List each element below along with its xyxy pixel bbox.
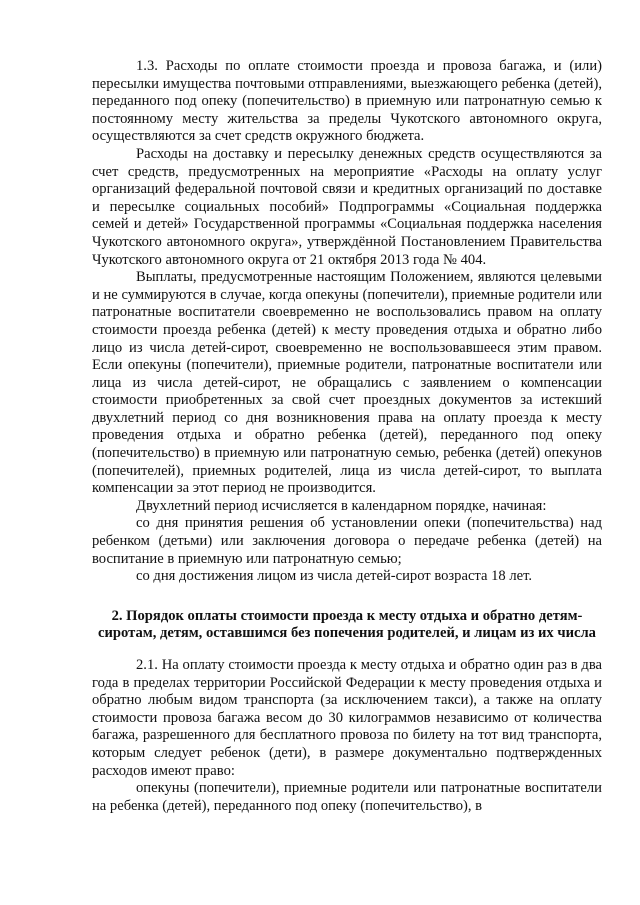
section-2-heading: 2. Порядок оплаты стоимости проезда к месту отдыха и обратно детям-сиротам, детям, оставшимся без попечения родителей, и лицам из их числа: [98, 607, 596, 642]
paragraph-payments: Выплаты, предусмотренные настоящим Положением, являются целевыми и не суммируются в случае, когда опекуны (попечители), приемные родители или патронатные воспитатели своевременно не воспользовались правом на оплату стоимости проезда ребенка (детей) к месту проведения отдыха и обратно либо лицо из числа детей-сирот, своевременно не воспользовавшееся этим правом. Если опекуны (попечители), приемные родители, патронатные воспитатели или лица из числа детей-сирот, не обращались с заявлением о компенсации стоимости приобретенных за свой счет проездных документов за истекший двухлетний период со дня возникновения права на оплату проезда к месту проведения отдыха и обратно ребенка (детей), переданного под опеку (попечительство) в приемную или патронатную семью, ребенка (детей) опекунов (попечителей), приемных родителей, лица из числа детей-сирот, то выплата компенсации за этот период не производится.: [92, 269, 602, 497]
paragraph-2-1: 2.1. На оплату стоимости проезда к месту отдыха и обратно один раз в два года в пределах территории Российской Федерации к месту проведения отдыха и обратно любым видом транспорта (за исключением такси), а также на оплату стоимости провоза багажа весом до 30 килограммов независимо от количества багажа, разрешенного для бесплатного провоза по билету на тот вид транспорта, которым следует ребенок (дети), в размере документально подтвержденных расходов имеют право:: [92, 657, 602, 779]
paragraph-delivery-expenses: Расходы на доставку и пересылку денежных средств осуществляются за счет средств, предусмотренных на мероприятие «Расходы на оплату услуг организаций федеральной почтовой связи и кредитных организаций по доставке и пересылке социальных пособий» Подпрограммы «Социальная поддержка семей и детей» Государственной программы «Социальная поддержка населения Чукотского автономного округа», утверждённой Постановлением Правительства Чукотского автономного округа от 21 октября 2013 года № 404.: [92, 145, 602, 268]
paragraph-guardians: опекуны (попечители), приемные родители или патронатные воспитатели на ребенка (детей), переданного под опеку (попечительство), в: [92, 780, 602, 814]
paragraph-from-decision-date: со дня принятия решения об установлении опеки (попечительства) над ребенком (детьми) или заключения договора о передаче ребенка (детей) на воспитание в приемную или патронатную семью;: [92, 515, 602, 567]
paragraph-two-year-period: Двухлетний период исчисляется в календарном порядке, начиная:: [136, 497, 547, 514]
paragraph-from-age-date: со дня достижения лицом из числа детей-сирот возраста 18 лет.: [136, 568, 533, 585]
paragraph-1-3: 1.3. Расходы по оплате стоимости проезда и провоза багажа, и (или) пересылки имущества почтовыми отправлениями, выезжающего ребенка (детей), переданного под опеку (попечительство) в приемную или патронатную семью к постоянному месту жительства за пределы Чукотского автономного округа, осуществляются за счет средств окружного бюджета.: [92, 58, 602, 145]
